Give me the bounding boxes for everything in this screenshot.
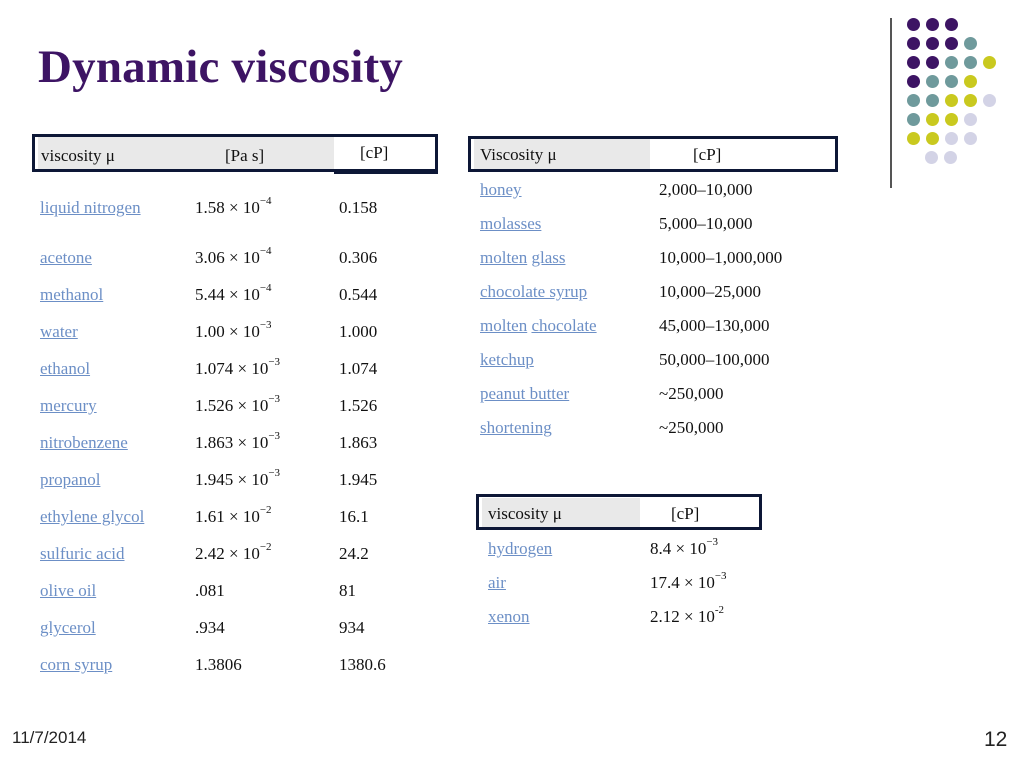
- liquid-viscosity-cp: 934: [339, 618, 365, 637]
- decorative-dot: [964, 132, 977, 145]
- pas-mantissa: .081: [195, 581, 225, 600]
- pas-mantissa: 3.06 × 10: [195, 248, 260, 267]
- gas-name-link[interactable]: xenon: [488, 607, 530, 626]
- decorative-dot: [907, 37, 920, 50]
- liquid-viscosity-pas: [195, 655, 242, 675]
- decorative-dot: [907, 75, 920, 88]
- viscous-name-link[interactable]: honey: [480, 180, 522, 199]
- liquid-viscosity-pas: [195, 245, 272, 268]
- viscous-name-link[interactable]: shortening: [480, 418, 552, 437]
- liquid-viscosity-cp: 1.945: [339, 470, 378, 489]
- decorative-dot: [964, 113, 977, 126]
- decorative-dot: [907, 94, 920, 107]
- liquid-viscosity-pas: [195, 618, 225, 638]
- gas-viscosity-cp: [650, 604, 725, 627]
- decorative-dot: [926, 37, 939, 50]
- viscous-name: [480, 350, 534, 370]
- liquid-name-link[interactable]: liquid nitrogen: [40, 198, 141, 217]
- pas-exponent: −4: [259, 245, 272, 257]
- viscous-name-link[interactable]: molten: [480, 316, 528, 335]
- viscous-viscosity-cp: 10,000–1,000,000: [659, 248, 783, 267]
- decorative-dot: [907, 113, 920, 126]
- liquid-viscosity-cp: 16.1: [339, 507, 369, 526]
- decorative-dot: [926, 132, 939, 145]
- gases-header-viscosity: viscosity μ: [488, 504, 562, 523]
- decorative-dot: [945, 18, 958, 31]
- liquid-name-link[interactable]: corn syrup: [40, 655, 113, 674]
- liquid-name-link[interactable]: water: [40, 322, 78, 341]
- decorative-dot: [983, 94, 996, 107]
- cp-exponent: −3: [714, 570, 727, 582]
- viscous-name-link[interactable]: chocolate syrup: [480, 282, 588, 301]
- pas-exponent: −4: [259, 282, 272, 294]
- pas-mantissa: 1.863 × 10: [195, 433, 269, 452]
- pas-mantissa: 1.00 × 10: [195, 322, 260, 341]
- decorative-dot: [926, 56, 939, 69]
- liquid-name-link[interactable]: methanol: [40, 285, 104, 304]
- vertical-divider: [890, 18, 892, 188]
- viscous-viscosity-cp: 45,000–130,000: [659, 316, 770, 335]
- decorative-dot: [945, 37, 958, 50]
- liquid-viscosity-pas: [195, 393, 281, 416]
- pas-mantissa: 1.526 × 10: [195, 396, 269, 415]
- viscous-viscosity-cp: 10,000–25,000: [659, 282, 761, 301]
- liquid-viscosity-pas: [195, 430, 281, 453]
- liquid-viscosity-cp: 1.863: [339, 433, 378, 452]
- pas-mantissa: 1.3806: [195, 655, 242, 674]
- pas-exponent: −2: [259, 541, 272, 553]
- liquid-viscosity-pas: [195, 581, 225, 601]
- cp-exponent: −3: [706, 536, 719, 548]
- decorative-dot: [945, 75, 958, 88]
- liquid-viscosity-pas: [195, 195, 272, 218]
- liquid-name-link[interactable]: ethylene glycol: [40, 507, 145, 526]
- decorative-dot: [945, 94, 958, 107]
- pas-mantissa: 2.42 × 10: [195, 544, 260, 563]
- viscous-name: [480, 180, 522, 200]
- pas-mantissa: 1.074 × 10: [195, 359, 269, 378]
- pas-exponent: −3: [268, 467, 281, 479]
- gas-name-link[interactable]: hydrogen: [488, 539, 553, 558]
- cp-mantissa: 8.4 × 10: [650, 539, 707, 558]
- liquid-name-link[interactable]: sulfuric acid: [40, 544, 125, 563]
- pas-exponent: −3: [268, 356, 281, 368]
- liquid-name-link[interactable]: mercury: [40, 396, 97, 415]
- gas-name-link[interactable]: air: [488, 573, 506, 592]
- pas-mantissa: 1.945 × 10: [195, 470, 269, 489]
- decorative-dot: [907, 132, 920, 145]
- viscous-name-link[interactable]: molten: [480, 248, 528, 267]
- cp-mantissa: 2.12 × 10: [650, 607, 715, 626]
- decorative-dot: [907, 56, 920, 69]
- cp-exponent: -2: [714, 604, 725, 616]
- viscous-viscosity-cp: ~250,000: [659, 384, 724, 403]
- decorative-dot: [964, 94, 977, 107]
- viscous-viscosity-cp: 2,000–10,000: [659, 180, 753, 199]
- decorative-dot: [964, 56, 977, 69]
- decorative-dot: [926, 113, 939, 126]
- liquid-viscosity-cp: 1.074: [339, 359, 378, 378]
- viscous-name: [480, 316, 597, 336]
- decorative-dot: [964, 75, 977, 88]
- liquid-name-link[interactable]: ethanol: [40, 359, 91, 378]
- liquids-header-pas: [Pa s]: [225, 146, 265, 165]
- decorative-dot: [945, 113, 958, 126]
- decorative-dot: [945, 132, 958, 145]
- liquids-header-viscosity: viscosity μ: [41, 146, 115, 165]
- pas-mantissa: 1.58 × 10: [195, 198, 260, 217]
- viscous-header-viscosity: Viscosity μ: [480, 145, 557, 164]
- pas-mantissa: 1.61 × 10: [195, 507, 260, 526]
- slide-title: Dynamic viscosity: [38, 41, 404, 93]
- slide-page-number: 12: [984, 728, 1008, 751]
- decorative-dot: [926, 75, 939, 88]
- viscous-name: [480, 282, 587, 302]
- viscous-name-link[interactable]: ketchup: [480, 350, 534, 369]
- viscous-viscosity-cp: ~250,000: [659, 418, 724, 437]
- liquid-viscosity-cp: 81: [339, 581, 356, 600]
- liquid-viscosity-pas: [195, 541, 272, 564]
- viscous-name: [480, 214, 541, 234]
- viscous-name: [480, 248, 565, 268]
- liquid-viscosity-cp: 0.544: [339, 285, 378, 304]
- liquid-name-link[interactable]: olive oil: [40, 581, 97, 600]
- slide-date: 11/7/2014: [12, 728, 87, 747]
- decorative-dot: [907, 18, 920, 31]
- gas-viscosity-cp: [650, 570, 727, 593]
- viscous-name-link[interactable]: glass: [531, 248, 566, 267]
- liquid-viscosity-cp: 24.2: [339, 544, 369, 563]
- viscous-name: [480, 384, 569, 404]
- viscous-header-cp: [cP]: [693, 145, 722, 164]
- viscous-name-link[interactable]: chocolate: [531, 316, 597, 335]
- viscous-viscosity-cp: 50,000–100,000: [659, 350, 770, 369]
- decorative-dot: [926, 18, 939, 31]
- liquid-viscosity-cp: 0.158: [339, 198, 378, 217]
- viscous-viscosity-cp: 5,000–10,000: [659, 214, 753, 233]
- viscous-name: [480, 418, 552, 438]
- liquid-viscosity-pas: [195, 282, 272, 305]
- pas-exponent: −3: [268, 430, 281, 442]
- cp-mantissa: 17.4 × 10: [650, 573, 715, 592]
- viscous-name-link[interactable]: molasses: [480, 214, 542, 233]
- liquid-name-link[interactable]: propanol: [40, 470, 101, 489]
- liquid-viscosity-cp: 1.000: [339, 322, 378, 341]
- liquids-header-cp: [cP]: [360, 143, 389, 162]
- liquid-viscosity-pas: [195, 504, 272, 527]
- liquid-viscosity-pas: [195, 319, 272, 342]
- liquid-viscosity-cp: 0.306: [339, 248, 378, 267]
- gas-viscosity-cp: [650, 536, 719, 559]
- liquid-name-link[interactable]: nitrobenzene: [40, 433, 128, 452]
- liquid-viscosity-cp: 1380.6: [339, 655, 386, 674]
- decorative-dot: [925, 151, 938, 164]
- decorative-dot: [983, 56, 996, 69]
- viscous-name-link[interactable]: peanut butter: [480, 384, 570, 403]
- gases-header-cp: [cP]: [671, 504, 700, 523]
- liquid-viscosity-cp: 1.526: [339, 396, 378, 415]
- decorative-dot: [926, 94, 939, 107]
- decorative-dot: [944, 151, 957, 164]
- liquid-viscosity-pas: [195, 467, 281, 490]
- pas-exponent: −2: [259, 504, 272, 516]
- pas-mantissa: .934: [195, 618, 225, 637]
- liquid-name-link[interactable]: glycerol: [40, 618, 96, 637]
- pas-exponent: −3: [268, 393, 281, 405]
- pas-exponent: −4: [259, 195, 272, 207]
- liquid-viscosity-pas: [195, 356, 281, 379]
- pas-mantissa: 5.44 × 10: [195, 285, 260, 304]
- decorative-dot: [945, 56, 958, 69]
- decorative-dot: [964, 37, 977, 50]
- pas-exponent: −3: [259, 319, 272, 331]
- liquid-name-link[interactable]: acetone: [40, 248, 92, 267]
